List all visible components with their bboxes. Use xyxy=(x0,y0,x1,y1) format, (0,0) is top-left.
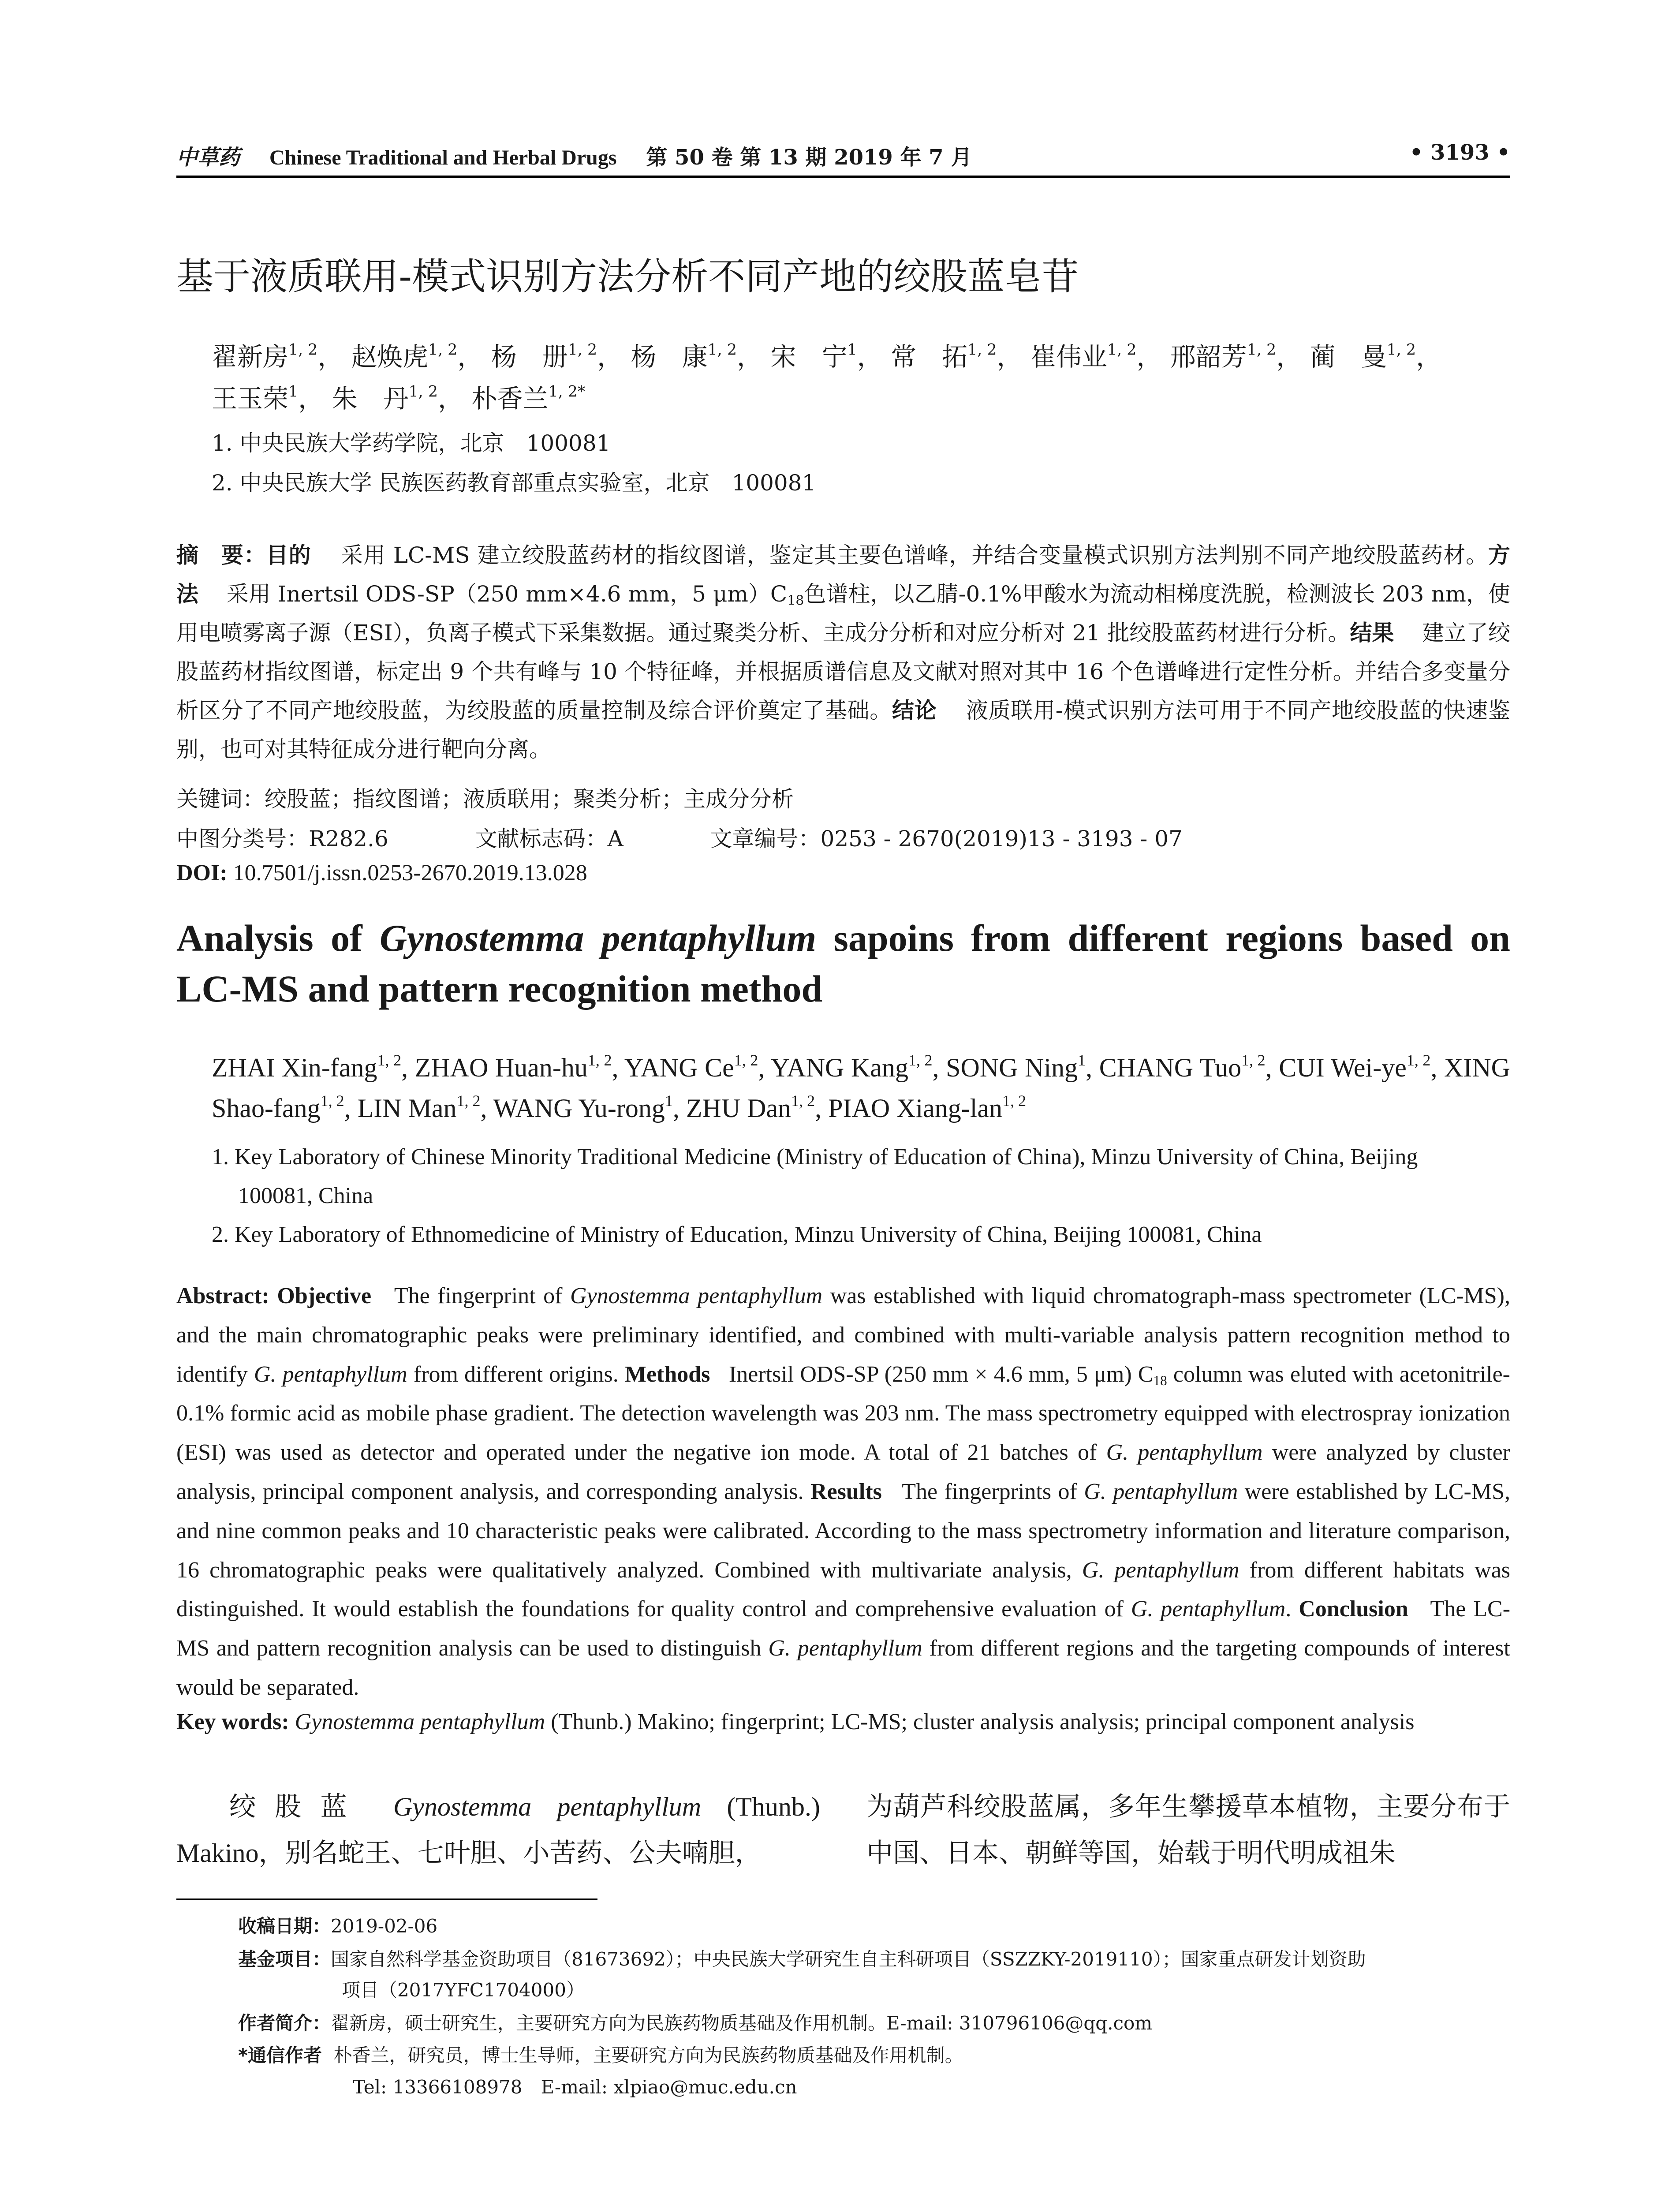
methods-label-en: Methods xyxy=(624,1361,710,1387)
author-cn: 杨 康$^{1, 2}$， xyxy=(631,341,763,372)
article-number-label: 文章编号： xyxy=(710,826,821,852)
abstract-en-text: from different regions and the targeting compounds of interest would be separated. xyxy=(176,1636,1510,1700)
header-rule xyxy=(176,176,1510,178)
author-cn: 王玉荣$^1$， xyxy=(212,383,324,414)
title-cn: 基于液质联用-模式识别方法分析不同产地的绞股蓝皂苷 xyxy=(176,255,1079,298)
abstract-en-text: Inertsil ODS-SP (250 mm × 4.6 mm, 5 μm) C xyxy=(728,1361,1154,1387)
keywords-en-label: Key words: xyxy=(176,1709,289,1734)
footnote-text: 翟新房，硕士研究生，主要研究方向为民族药物质基础及作用机制。E-mail: 310796106@qq.com xyxy=(331,2012,1153,2034)
results-label-cn: 结果 xyxy=(1350,620,1394,646)
methods-sub-cn: 18 xyxy=(787,593,804,609)
classification-line xyxy=(176,821,1183,853)
objective-label-en: Objective xyxy=(277,1283,372,1308)
footnote-label: 基金项目： xyxy=(238,1948,331,1970)
abstract-cn xyxy=(176,536,1510,769)
abstract-en-text: The LC-MS and pattern recognition analysis can be used to distinguish xyxy=(176,1596,1511,1661)
keywords-cn-text: 绞股蓝；指纹图谱；液质联用；聚类分析；主成分分析 xyxy=(265,786,794,812)
title-en-species: Gynostemma pentaphyllum xyxy=(379,917,817,959)
footnote-label: 收稿日期： xyxy=(238,1915,331,1937)
page-number: • 3193 • xyxy=(1409,140,1510,165)
footnote-text: 国家自然科学基金资助项目（81673692）；中央民族大学研究生自主科研项目（SSZZKY-2019110）；国家重点研发计划资助 xyxy=(331,1948,1366,1970)
footnote-rule xyxy=(176,1899,597,1900)
footnote-corresponding xyxy=(238,2041,963,2067)
affiliation-en-2: 2. Key Laboratory of Ethnomedicine of Ministry of Education, Minzu University of China, Beijing 100081, China xyxy=(212,1222,1262,1247)
abstract-en-text: The fingerprint of xyxy=(394,1283,571,1308)
author-en: CHANG Tuo$^{1, 2}$, xyxy=(1099,1051,1279,1082)
footnote-text: 2019-02-06 xyxy=(331,1915,438,1937)
results-text-cn: 建立了绞股蓝药材指纹图谱，标定出 9 个共有峰与 10 个特征峰，并根据质谱信息及文献对照对其中 16 个色谱峰进行定性分析。并结合多变量分析区分了不同产地绞股蓝，为绞股蓝的质量控制及综合评价奠定了基础。 xyxy=(176,620,1511,723)
footnote-author xyxy=(238,2009,1152,2035)
objective-label-cn: 目的 xyxy=(266,542,311,568)
species-name: G. pentaphyllum xyxy=(1106,1440,1263,1465)
author-en: ZHAI Xin-fang$^{1, 2}$, xyxy=(212,1051,415,1082)
author-cn: 杨 册$^{1, 2}$， xyxy=(491,341,623,372)
authors-cn-line2 xyxy=(212,378,1510,415)
affiliation-cn-2: 2. 中央民族大学 民族医药教育部重点实验室，北京 100081 xyxy=(212,470,816,496)
author-en: YANG Ce$^{1, 2}$, xyxy=(624,1051,771,1082)
abstract-en-text: from different habitats was distinguished. It would establish the foundations for quality control and comprehensive evaluation of xyxy=(176,1557,1510,1622)
author-en: ZHAO Huan-hu$^{1, 2}$, xyxy=(414,1051,624,1082)
body-text: 绞股蓝 xyxy=(229,1791,366,1822)
journal-name-en: Chinese Traditional and Herbal Drugs xyxy=(269,146,617,169)
doi-link[interactable]: 10.7501/j.issn.0253-2670.2019.13.028 xyxy=(233,860,587,886)
clc-value: R282.6 xyxy=(309,826,388,852)
abstract-en-label: Abstract: xyxy=(176,1283,269,1308)
author-en: PIAO Xiang-lan$^{1, 2}$ xyxy=(828,1091,1027,1123)
author-cn: 宋 宁$^1$， xyxy=(770,341,883,372)
author-en: WANG Yu-rong$^1$, xyxy=(493,1091,686,1123)
authors-en xyxy=(212,1047,1510,1129)
species-name: Gynostemma pentaphyllum xyxy=(393,1792,702,1821)
abstract-en-text: were established by LC-MS, and nine common peaks and 10 characteristic peaks were calibrated. According to the mass spectrometry information and literature comparison, 16 chromatographic peaks were qualitatively analyzed. Combined with multivariate analysis, xyxy=(176,1479,1511,1583)
methods-text-cn-b: 色谱柱，以乙腈-0.1%甲酸水为流动相梯度洗脱，检测波长 203 nm，使用电喷雾离子源（ESI），负离子模式下采集数据。通过聚类分析、主成分分析和对应分析对 21 批绞股蓝药材进行分析。 xyxy=(176,581,1511,646)
species-name: G. pentaphyllum xyxy=(1084,1479,1238,1504)
author-cn: 朱 丹$^{1, 2}$， xyxy=(332,383,464,414)
author-cn: 蔺 曼$^{1, 2}$， xyxy=(1310,341,1442,372)
doi-label: DOI: xyxy=(176,860,228,886)
affiliation-en-1-cont: 100081, China xyxy=(238,1183,373,1208)
conclusion-label-cn: 结论 xyxy=(892,698,937,723)
author-cn: 崔伟业$^{1, 2}$， xyxy=(1030,341,1162,372)
doc-code-label: 文献标志码： xyxy=(475,826,608,852)
abstract-en-text: . xyxy=(1285,1596,1292,1622)
author-cn: 邢韶芳$^{1, 2}$， xyxy=(1170,341,1302,372)
keywords-en xyxy=(176,1709,1510,1735)
author-cn: 翟新房$^{1, 2}$， xyxy=(212,341,343,372)
footnote-fund-cont: 项目（2017YFC1704000） xyxy=(342,1979,585,2001)
author-cn: 常 拓$^{1, 2}$， xyxy=(891,341,1023,372)
abstract-en xyxy=(176,1277,1510,1708)
title-en xyxy=(176,913,1510,1014)
footnote-label: 作者简介： xyxy=(238,2012,331,2034)
title-en-part: Analysis of xyxy=(176,917,380,959)
body-text: (Thunb.) Makino，别名蛇王、七叶胆、小苦药、公夫喃胆， xyxy=(176,1792,821,1868)
author-cn: 赵焕虎$^{1, 2}$， xyxy=(351,341,483,372)
species-name: G. pentaphyllum xyxy=(254,1361,407,1387)
species-name: G. pentaphyllum xyxy=(1082,1557,1239,1583)
footnote-received xyxy=(238,1912,437,1938)
methods-text-cn-a: 采用 Inertsil ODS-SP（250 mm×4.6 mm，5 μm）C xyxy=(226,581,788,607)
running-header xyxy=(176,140,1510,168)
footnote-corresponding-contact: Tel: 13366108978 E-mail: xlpiao@muc.edu.cn xyxy=(353,2076,797,2098)
clc-label: 中图分类号： xyxy=(176,826,309,852)
affiliation-cn-1: 1. 中央民族大学药学院，北京 100081 xyxy=(212,430,611,456)
keywords-cn xyxy=(176,781,794,813)
objective-text-cn: 采用 LC-MS 建立绞股蓝药材的指纹图谱，鉴定其主要色谱峰，并结合变量模式识别方法判别不同产地绞股蓝药材。 xyxy=(341,542,1489,568)
doi-line xyxy=(176,860,587,886)
results-label-en: Results xyxy=(810,1479,882,1504)
authors-cn-line1 xyxy=(212,336,1510,373)
keywords-en-text: (Thunb.) Makino; fingerprint; LC-MS; cluster analysis analysis; principal component analysis xyxy=(545,1709,1415,1734)
methods-label-cn: 方法 xyxy=(176,542,1511,607)
author-en: CUI Wei-ye$^{1, 2}$, xyxy=(1279,1051,1445,1082)
abstract-en-text: from different origins. xyxy=(407,1361,619,1387)
abstract-cn-label: 摘 要： xyxy=(176,542,266,568)
body-column-left xyxy=(176,1784,820,1876)
species-name: G. pentaphyllum xyxy=(768,1636,922,1661)
affiliation-en-1: 1. Key Laboratory of Chinese Minority Traditional Medicine (Ministry of Education of China), Minzu University of China, Beijing xyxy=(212,1144,1418,1170)
abstract-en-text: was established with liquid chromatograph-mass spectrometer (LC-MS), and the main chromatographic peaks were preliminary identified, and combined with multi-variable analysis pattern recognition method to identify xyxy=(176,1283,1510,1387)
species-name: Gynostemma pentaphyllum xyxy=(570,1283,823,1308)
footnote-label: *通信作者 xyxy=(238,2044,322,2066)
conclusion-text-cn: 液质联用-模式识别方法可用于不同产地绞股蓝的快速鉴别，也可对其特征成分进行靶向分离。 xyxy=(176,698,1511,762)
doc-code-value: A xyxy=(607,826,623,852)
species-name: Gynostemma pentaphyllum xyxy=(295,1709,545,1734)
body-column-right: 为葫芦科绞股蓝属，多年生攀援草本植物，主要分布于中国、日本、朝鲜等国，始载于明代明成祖朱 xyxy=(866,1791,1510,1869)
author-en: LIN Man$^{1, 2}$, xyxy=(357,1091,493,1123)
abstract-en-text: column was eluted with acetonitrile-0.1% formic acid as mobile phase gradient. The detection wavelength was 203 nm. The mass spectrometry equipped with electrospray ionization (ESI) was used as detector and operated under the negative ion mode. A total of 21 batches of xyxy=(176,1361,1511,1465)
footnote-text: 朴香兰，研究员，博士生导师，主要研究方向为民族药物质基础及作用机制。 xyxy=(333,2044,963,2066)
journal-name xyxy=(176,140,972,171)
author-en: XING Shao-fang$^{1, 2}$, xyxy=(212,1053,1511,1123)
issue-info: 第 50 卷 第 13 期 2019 年 7 月 xyxy=(646,145,972,170)
author-en: SONG Ning$^1$, xyxy=(946,1051,1099,1082)
keywords-cn-label: 关键词： xyxy=(176,786,265,812)
methods-sub-en: 18 xyxy=(1153,1372,1167,1388)
footnote-fund xyxy=(238,1945,1366,1971)
title-en-part: sapoins from different regions based on LC-MS and pattern recognition method xyxy=(176,917,1510,1010)
abstract-en-text: were analyzed by cluster analysis, principal component analysis, and corresponding analysis. xyxy=(176,1440,1511,1504)
author-cn: 朴香兰$^{1, 2*}$ xyxy=(471,383,586,414)
author-en: YANG Kang$^{1, 2}$, xyxy=(770,1051,946,1082)
article-number-value: 0253 - 2670(2019)13 - 3193 - 07 xyxy=(820,826,1183,852)
conclusion-label-en: Conclusion xyxy=(1299,1596,1408,1622)
species-name: G. pentaphyllum xyxy=(1131,1596,1286,1622)
abstract-en-text: The fingerprints of xyxy=(902,1479,1084,1504)
journal-name-cn: 中草药 xyxy=(176,145,240,170)
author-en: ZHU Dan$^{1, 2}$, xyxy=(686,1091,829,1123)
